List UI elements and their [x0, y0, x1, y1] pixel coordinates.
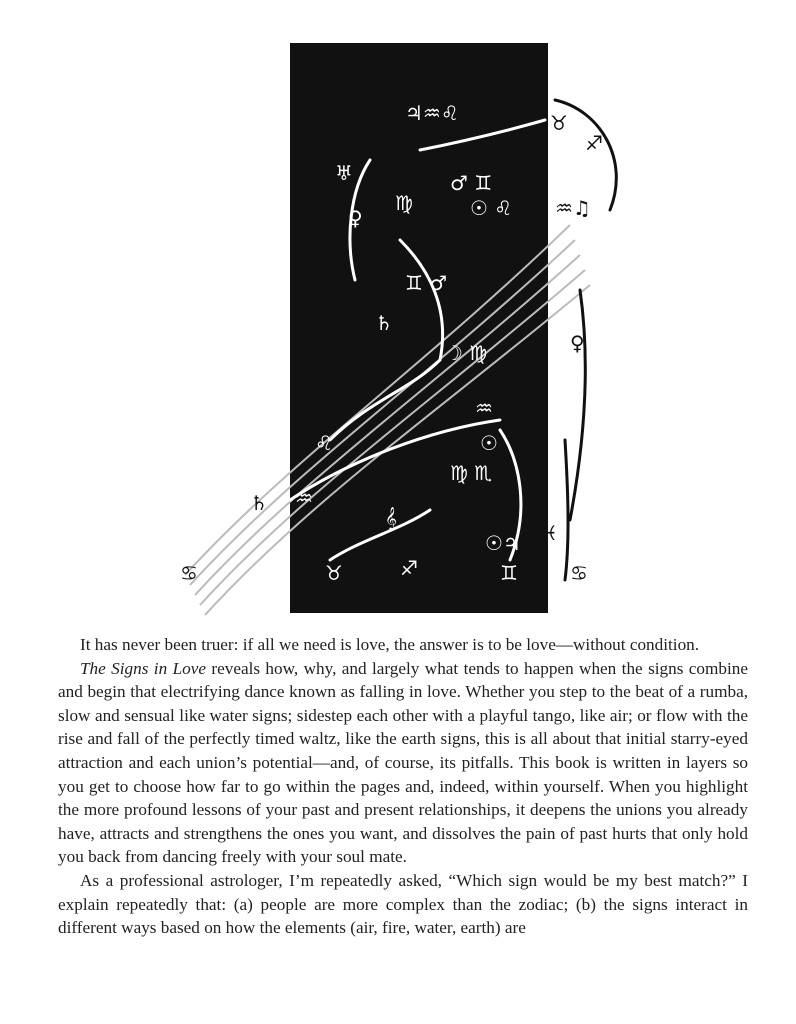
zodiac-dancers-illustration — [170, 40, 630, 620]
illustration-svg — [170, 40, 630, 620]
paragraph — [58, 633, 748, 657]
svg-text:♒: ♒ — [475, 396, 493, 420]
svg-text:♐: ♐ — [585, 131, 603, 155]
svg-text:♉: ♉ — [325, 561, 343, 585]
svg-text:♄: ♄ — [375, 311, 393, 335]
svg-text:♀: ♀ — [348, 206, 363, 230]
svg-text:☉: ☉ — [480, 431, 498, 455]
svg-text:♀: ♀ — [570, 331, 585, 355]
svg-text:𝄞: 𝄞 — [385, 506, 397, 530]
svg-text:♍ ♏: ♍ ♏ — [450, 461, 493, 485]
svg-text:♄: ♄ — [250, 491, 268, 515]
paragraph — [58, 657, 748, 869]
book-title: The Signs in Love — [80, 658, 206, 678]
svg-text:♊ ♂: ♊ ♂ — [405, 271, 448, 295]
svg-text:♓: ♓ — [540, 521, 558, 545]
dancer-outline-right — [555, 100, 616, 580]
svg-text:♍: ♍ — [395, 191, 413, 215]
svg-text:♐: ♐ — [400, 556, 418, 580]
svg-text:♋: ♋ — [180, 561, 198, 585]
paragraph — [58, 869, 748, 940]
svg-text:♊: ♊ — [500, 561, 518, 585]
svg-text:♂ ♊: ♂ ♊ — [450, 171, 493, 195]
svg-text:☉ ♌: ☉ ♌ — [470, 196, 513, 220]
svg-text:♅: ♅ — [335, 161, 353, 185]
svg-text:♃♒♌: ♃♒♌ — [405, 101, 459, 125]
svg-text:☽ ♍: ☽ ♍ — [445, 341, 488, 365]
svg-text:♒: ♒ — [295, 486, 313, 510]
svg-text:♌: ♌ — [315, 431, 333, 455]
svg-text:☉♃: ☉♃ — [485, 531, 521, 555]
paragraph-text: It has never been truer: if all we need is love, the answer is to be love—without condition. — [80, 635, 700, 654]
paragraph-text: As a professional astrologer, I’m repeatedly asked, “Which sign would be my best match?” I explain repeatedly that: (a) people are more complex than the zodiac; (b) the signs interact in different ways based on how the elements (air, fire, water, earth) are — [58, 870, 748, 938]
svg-text:♒♫: ♒♫ — [555, 196, 591, 220]
paragraph-text: reveals how, why, and largely what tends to happen when the signs combine and begin that electrifying dance known as falling in love. Whether you step to the beat of a rumba, slow and sensual like water signs; sidestep each other with a playful tango, like air; or flow with the rise and fall of the perfectly timed waltz, like the earth signs, this is all about that initial starry-eyed attraction and each union’s potential—and, of course, its pitfalls. This book is written in layers so you get to choose how far to go within the pages and, indeed, within yourself. When you highlight the more profound lessons of your past and present relationships, it deepens the unions you already have, attracts and strengthens the ones you want, and dissolves the pain of past hurts that only hold you back from dancing freely with your soul mate. — [58, 658, 748, 867]
svg-text:♋: ♋ — [570, 561, 588, 585]
body-text — [58, 633, 748, 940]
svg-text:♉: ♉ — [550, 111, 568, 135]
